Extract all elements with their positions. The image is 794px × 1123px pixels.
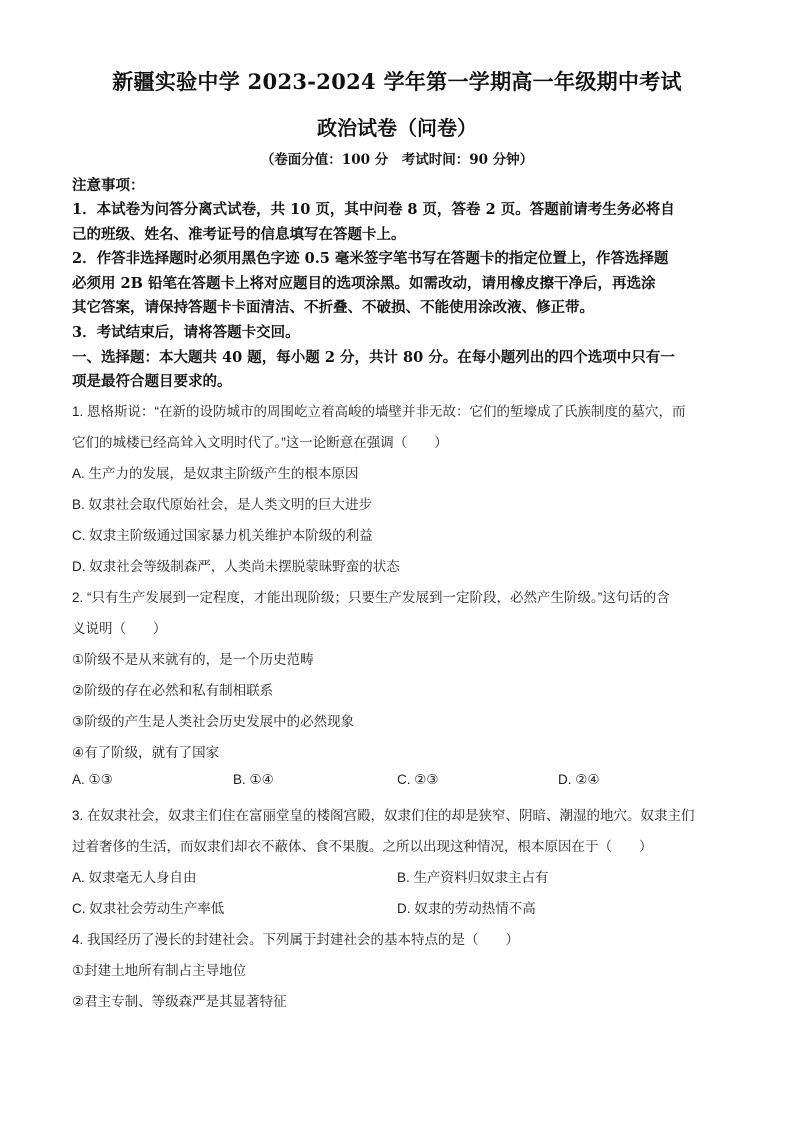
q2-option-a: A. ①③ [72, 772, 113, 787]
q1-option-a: A. 生产力的发展，是奴隶主阶级产生的根本原因 [72, 466, 359, 481]
q2-statement-2: ②阶级的存在必然和私有制相联系 [72, 683, 274, 698]
note-1-line-1: 1．本试卷为问答分离式试卷，共 10 页，其中问卷 8 页，答卷 2 页。答题前请考生务必将自 [72, 201, 675, 218]
q2-stem-line-1: 2. “只有生产发展到一定程度，才能出现阶级；只要生产发展到一定阶段，必然产生阶级。”这句话的含 [72, 590, 670, 605]
q1-stem-line-2: 它们的城楼已经高耸入文明时代了。”这一论断意在强调（ ） [72, 435, 448, 450]
exam-meta: （卷面分值：100 分 考试时间：90 分钟） [260, 152, 534, 168]
q3-option-c: C. 奴隶社会劳动生产率低 [72, 901, 225, 916]
section-instructions-line-1: 一、选择题：本大题共 40 题，每小题 2 分，共计 80 分。在每小题列出的四个选项中只有一 [72, 349, 675, 366]
note-2-line-1: 2．作答非选择题时必须用黑色字迹 0.5 毫米签字笔书写在答题卡的指定位置上，作答选择题 [72, 250, 669, 267]
note-1-line-2: 己的班级、姓名、准考证号的信息填写在答题卡上。 [72, 226, 406, 243]
exam-title: 新疆实验中学 2023-2024 学年第一学期高一年级期中考试 [112, 69, 682, 94]
exam-subtitle: 政治试卷（问卷） [317, 116, 477, 140]
q3-option-a: A. 奴隶毫无人身自由 [72, 870, 197, 885]
q3-option-d: D. 奴隶的劳动热情不高 [397, 901, 536, 916]
q3-stem-line-1: 3. 在奴隶社会，奴隶主们住在富丽堂皇的楼阁宫殿，奴隶们住的却是狭窄、阴暗、潮湿的地穴。奴隶主们 [72, 808, 695, 823]
q2-statement-3: ③阶级的产生是人类社会历史发展中的必然现象 [72, 714, 355, 729]
q2-option-c: C. ②③ [397, 772, 439, 787]
q1-option-c: C. 奴隶主阶级通过国家暴力机关维护本阶级的利益 [72, 528, 373, 543]
q2-statement-4: ④有了阶级，就有了国家 [72, 745, 220, 760]
notes-heading: 注意事项： [72, 177, 145, 194]
q4-stem-line-1: 4. 我国经历了漫长的封建社会。下列属于封建社会的基本特点的是（ ） [72, 932, 520, 947]
q1-option-d: D. 奴隶社会等级制森严，人类尚未摆脱蒙昧野蛮的状态 [72, 559, 400, 574]
note-2-line-3: 其它答案，请保持答题卡卡面清洁、不折叠、不破损、不能使用涂改液、修正带。 [72, 299, 594, 316]
q1-option-b: B. 奴隶社会取代原始社会，是人类文明的巨大进步 [72, 497, 373, 512]
q2-option-b: B. ①④ [233, 772, 274, 787]
note-3: 3．考试结束后，请将答题卡交回。 [72, 324, 300, 341]
q2-statement-1: ①阶级不是从来就有的，是一个历史范畴 [72, 652, 314, 667]
q4-statement-2: ②君主专制、等级森严是其显著特征 [72, 994, 287, 1009]
q4-statement-1: ①封建土地所有制占主导地位 [72, 963, 247, 978]
section-instructions-line-2: 项是最符合题目要求的。 [72, 373, 232, 390]
q2-option-d: D. ②④ [558, 772, 600, 787]
q1-stem-line-1: 1. 恩格斯说：“在新的设防城市的周围屹立着高峻的墙壁并非无故：它们的堑壕成了氏族制度的墓穴，而 [72, 404, 686, 419]
note-2-line-2: 必须用 2B 铅笔在答题卡上将对应题目的选项涂黑。如需改动，请用橡皮擦干净后，再选涂 [72, 275, 656, 292]
q2-stem-line-2: 义说明（ ） [72, 621, 167, 636]
q3-option-b: B. 生产资料归奴隶主占有 [397, 870, 549, 885]
q3-stem-line-2: 过着奢侈的生活，而奴隶们却衣不蔽体、食不果腹。之所以出现这种情况，根本原因在于（ ） [72, 839, 653, 854]
